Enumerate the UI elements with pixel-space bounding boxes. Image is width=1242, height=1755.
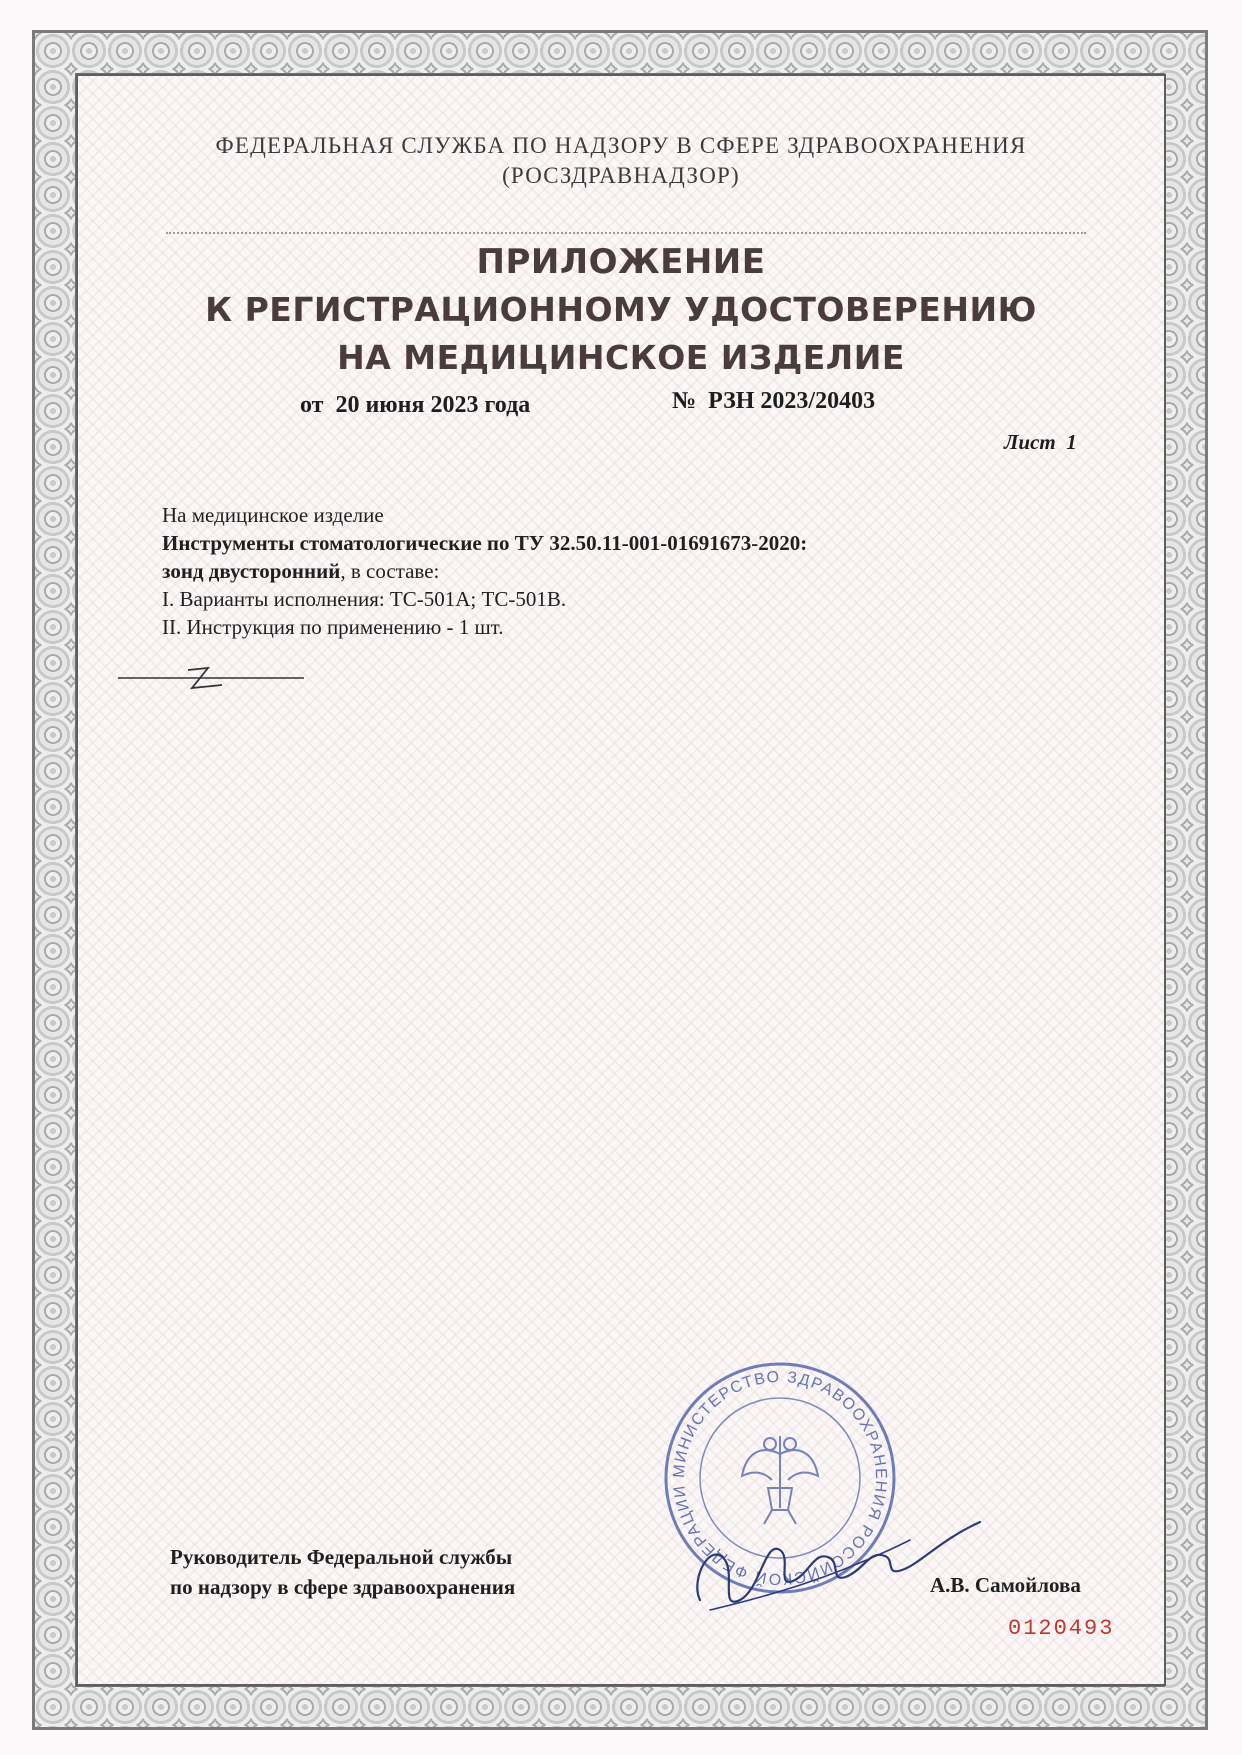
title-line-2: К РЕГИСТРАЦИОННОМУ УДОСТОВЕРЕНИЮ [205,290,1037,329]
intro-text: На медицинское изделие [162,503,384,527]
dotted-divider [166,232,1086,234]
agency-name: ФЕДЕРАЛЬНАЯ СЛУЖБА ПО НАДЗОРУ В СФЕРЕ ЗДРАВООХРАНЕНИЯ [215,133,1027,158]
handwritten-signature [680,1480,1000,1630]
end-of-text-mark [116,660,306,700]
composition-suffix: , в составе: [340,559,440,583]
instruction-item: II. Инструкция по применению - 1 шт. [162,615,504,639]
variant-item: I. Варианты исполнения: ТС-501А; ТС-501В. [162,587,567,611]
signatory-position-line-1: Руководитель Федеральной службы [170,1545,513,1569]
sheet-number: Лист 1 [1004,430,1077,454]
title-line-3: НА МЕДИЦИНСКОЕ ИЗДЕЛИЕ [337,338,905,377]
certificate-date: от 20 июня 2023 года [300,392,531,418]
composition-line [162,558,439,584]
title-line-1: ПРИЛОЖЕНИЕ [476,242,766,282]
stamp-text: МИНИСТЕРСТВО ЗДРАВООХРАНЕНИЯ РОССИЙСКОЙ ФЕДЕРАЦИИ [670,1368,890,1588]
form-serial-number: 0120493 [1008,1616,1115,1641]
signatory-position-line-2: по надзору в сфере здравоохранения [170,1575,516,1599]
product-name: Инструменты стоматологические по ТУ 32.50.11-001-01691673-2020: [162,531,808,555]
certificate-number: № РЗН 2023/20403 [672,388,876,414]
composition-product: зонд двусторонний [162,559,341,583]
signatory-name: А.В. Самойлова [930,1573,1081,1597]
agency-abbreviation: (РОСЗДРАВНАДЗОР) [502,163,740,188]
